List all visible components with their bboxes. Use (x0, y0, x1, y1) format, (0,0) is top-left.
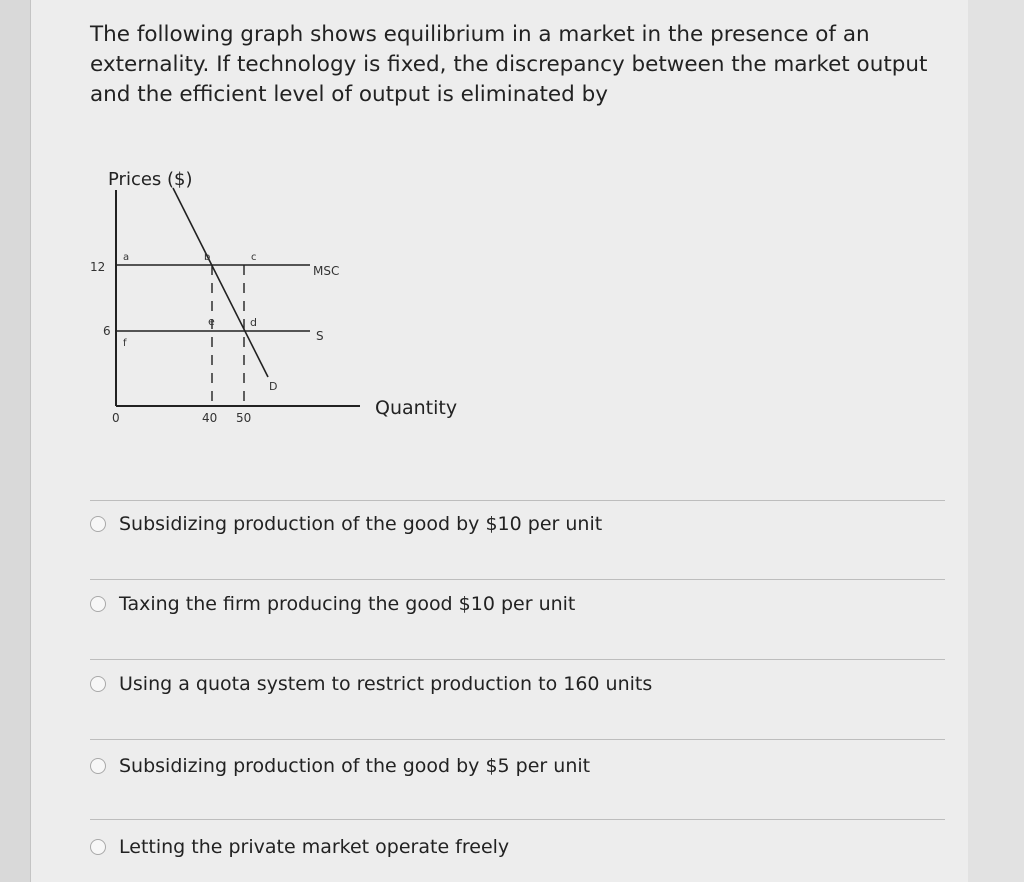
option-label: Using a quota system to restrict production to 160 units (119, 673, 653, 695)
option-label: Subsidizing production of the good by $10 per unit (119, 513, 603, 535)
divider (90, 659, 945, 660)
divider (90, 739, 945, 740)
y-tick-12: 12 (90, 260, 106, 274)
option-subsidize-10[interactable] (90, 506, 602, 542)
point-a-label: a (123, 252, 130, 263)
option-label: Letting the private market operate freely (119, 836, 510, 858)
radio-button[interactable] (90, 839, 106, 855)
s-label: S (316, 329, 324, 343)
point-e-label: e (208, 315, 215, 328)
radio-button[interactable] (90, 596, 106, 612)
divider (90, 500, 945, 501)
point-d-label: d (250, 316, 257, 329)
x-axis-label: Quantity (375, 397, 458, 419)
radio-button[interactable] (90, 676, 106, 692)
question-text: The following graph shows equilibrium in a market in the presence of an externality. If technology is fixed, the discrepancy between the market output and the efficient level of output is eliminated by (90, 22, 928, 107)
point-c-label: c (251, 252, 257, 263)
option-quota-160[interactable] (90, 666, 652, 702)
divider (90, 819, 945, 820)
demand-curve (173, 188, 268, 377)
x-tick-50: 50 (236, 411, 252, 425)
option-subsidize-5[interactable] (90, 748, 590, 784)
point-f-label: f (123, 338, 127, 349)
page-margin (968, 0, 1024, 882)
point-b-label: b (204, 252, 211, 263)
y-tick-6: 6 (103, 324, 111, 338)
option-label: Subsidizing production of the good by $5 per unit (119, 755, 591, 777)
x-tick-40: 40 (202, 411, 218, 425)
x-tick-0: 0 (112, 411, 120, 425)
radio-button[interactable] (90, 758, 106, 774)
msc-label: MSC (313, 264, 340, 278)
y-axis-label: Prices ($) (108, 169, 193, 190)
option-label: Taxing the firm producing the good $10 per unit (119, 593, 576, 615)
divider (90, 579, 945, 580)
option-free-market[interactable] (90, 829, 509, 865)
option-tax-10[interactable] (90, 586, 575, 622)
externality-graph (88, 162, 508, 437)
d-label: D (269, 380, 278, 393)
radio-button[interactable] (90, 516, 106, 532)
